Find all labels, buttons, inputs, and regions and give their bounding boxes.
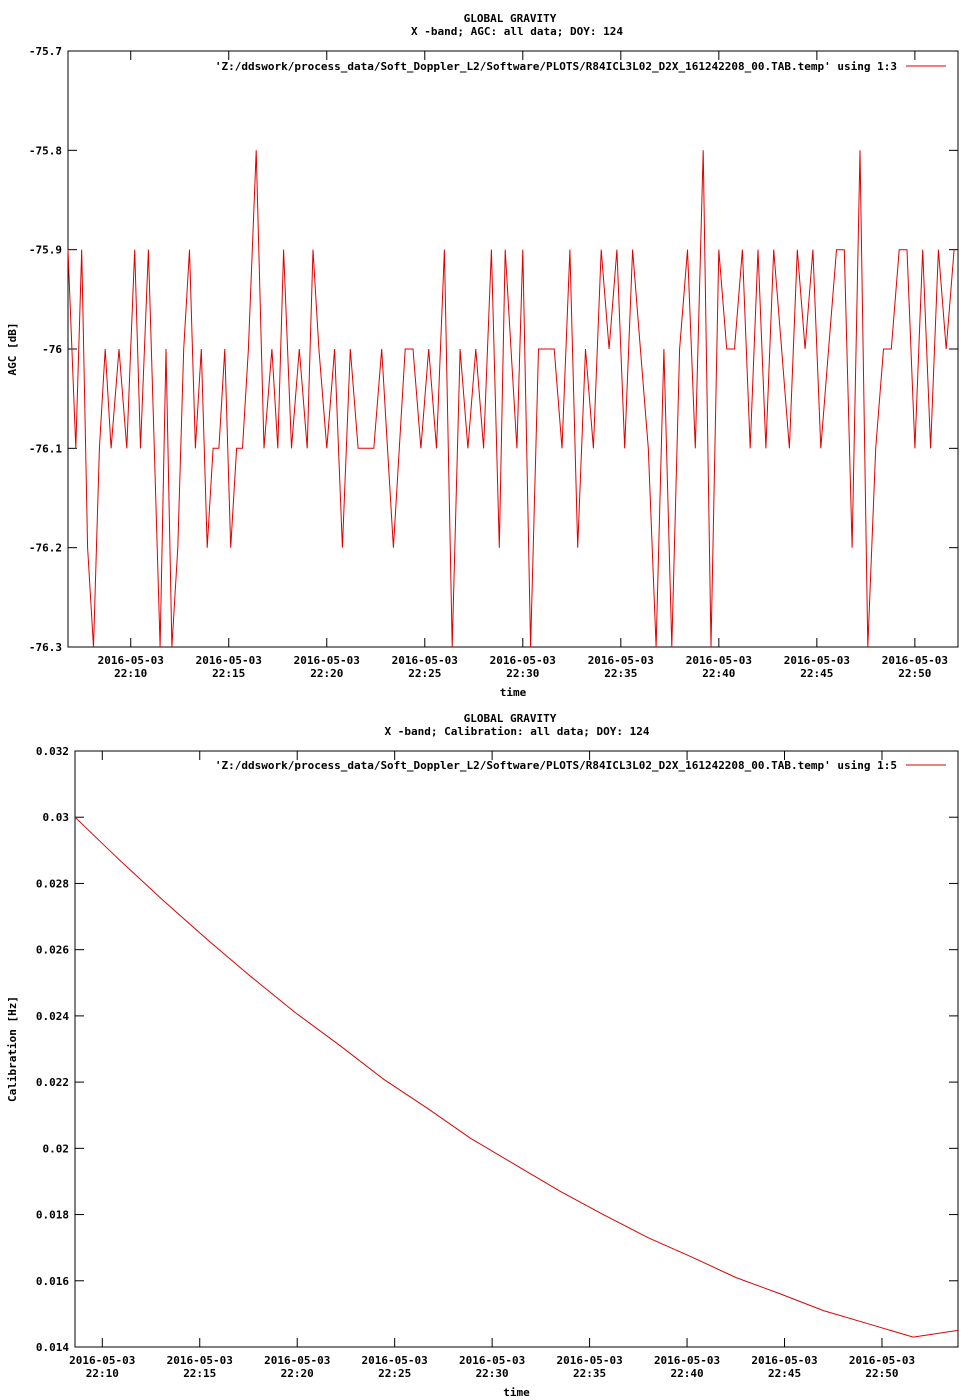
x-tick-date: 2016-05-03 [69,1354,136,1367]
y-axis-label: Calibration [Hz] [6,996,19,1102]
x-tick-date: 2016-05-03 [881,654,948,667]
x-tick-date: 2016-05-03 [459,1354,526,1367]
y-tick-label: 0.026 [35,943,69,957]
x-tick-date: 2016-05-03 [751,1354,818,1367]
x-tick-date: 2016-05-03 [685,654,752,667]
x-tick-date: 2016-05-03 [195,654,262,667]
x-tick-time: 22:20 [280,1367,314,1380]
y-tick-label: -76 [42,343,62,356]
x-tick-time: 22:20 [310,667,344,680]
x-tick-time: 22:35 [573,1367,607,1380]
plot-frame [75,751,958,1347]
x-tick-date: 2016-05-03 [783,654,850,667]
x-tick-time: 22:40 [670,1367,704,1380]
y-tick-label: 0.024 [35,1009,69,1023]
x-tick-date: 2016-05-03 [587,654,654,667]
series-line-calibration [75,817,958,1337]
x-tick-date: 2016-05-03 [653,1354,721,1367]
x-tick-date: 2016-05-03 [489,654,556,667]
y-tick-label: -75.7 [28,45,62,58]
y-axis-label: AGC [dB] [6,322,19,376]
x-tick-time: 22:30 [506,667,540,680]
y-tick-label: 0.016 [35,1274,69,1288]
chart-subtitle: X -band; AGC: all data; DOY: 124 [411,25,623,38]
y-tick-label: -76.2 [28,541,62,555]
x-tick-date: 2016-05-03 [293,654,360,667]
x-tick-time: 22:25 [378,1367,412,1380]
x-tick-date: 2016-05-03 [97,654,164,667]
x-tick-time: 22:35 [604,667,638,680]
chart-title: GLOBAL GRAVITY [463,712,557,725]
y-tick-label: 0.03 [42,811,69,825]
legend-text: 'Z:/ddswork/process_data/Soft_Doppler_L2/Software/PLOTS/R84ICL3L02_D2X_161242208_00.TAB.temp' using 1:5 [214,759,897,772]
series-line-agc [68,150,954,647]
x-tick-date: 2016-05-03 [264,1354,331,1367]
x-axis-label: time [503,1386,530,1399]
y-tick-label: 0.022 [35,1076,69,1090]
chart-title: GLOBAL GRAVITY [463,12,557,25]
x-tick-time: 22:45 [800,667,834,680]
x-tick-time: 22:40 [702,667,736,680]
x-tick-date: 2016-05-03 [556,1354,623,1367]
x-tick-time: 22:50 [865,1367,899,1380]
x-tick-date: 2016-05-03 [361,1354,428,1367]
x-axis-label: time [499,686,527,699]
y-tick-label: 0.018 [35,1208,69,1222]
x-tick-time: 22:45 [767,1367,802,1380]
x-tick-date: 2016-05-03 [391,654,458,667]
y-tick-label: 0.028 [35,877,69,891]
x-tick-date: 2016-05-03 [166,1354,233,1367]
y-tick-label: 0.014 [35,1341,69,1354]
y-tick-label: -75.9 [28,243,62,257]
chart-1 [6,12,958,699]
x-tick-time: 22:10 [114,667,148,680]
legend-text: 'Z:/ddswork/process_data/Soft_Doppler_L2/Software/PLOTS/R84ICL3L02_D2X_161242208_00.TAB.temp' using 1:3 [214,60,897,73]
x-tick-time: 22:50 [898,667,932,680]
x-tick-time: 22:15 [183,1367,217,1380]
y-tick-label: 0.032 [35,745,69,758]
chart-subtitle: X -band; Calibration: all data; DOY: 124 [384,725,650,738]
x-tick-time: 22:10 [85,1367,119,1380]
x-tick-date: 2016-05-03 [848,1354,916,1367]
x-tick-time: 22:25 [408,667,442,680]
y-tick-label: -76.1 [28,442,62,456]
y-tick-label: -75.8 [28,144,62,158]
x-tick-time: 22:30 [475,1367,509,1380]
x-tick-time: 22:15 [212,667,246,680]
chart-2 [6,712,958,1399]
y-tick-label: -76.3 [28,641,62,654]
y-tick-label: 0.02 [42,1142,69,1156]
